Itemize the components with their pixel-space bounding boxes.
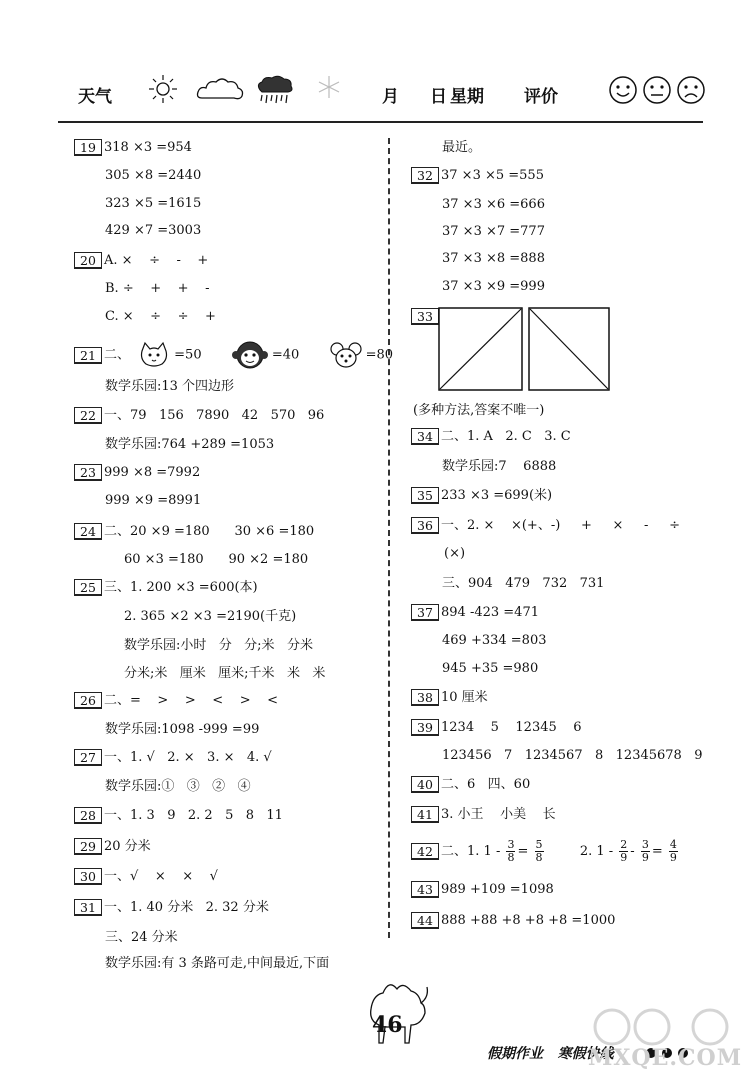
answer-40: 40 二、6 四、60 [411,776,530,794]
watermark-logo [592,1007,742,1047]
answer-line: 数学乐园:7 6888 [442,459,557,474]
answer-line: 37 ×3 ×9 =999 [442,279,545,294]
snow-icon [316,74,342,100]
answer-30: 30 一、√ × × √ [74,868,218,886]
neutral-face-icon [642,75,672,105]
month-label: 月 [382,87,399,107]
answer-37: 37 894 -423 =471 [411,604,539,622]
answer-21: 21 二、 =50 =40 =80 [74,340,393,370]
cat-icon [137,341,171,369]
column-divider [388,138,390,938]
answer-line: 最近。 [442,140,482,155]
answer-43: 43 989 +109 =1098 [411,881,554,899]
answer-33: 33 [411,308,441,326]
monkey-icon [231,340,269,370]
cloud-icon [196,74,244,104]
answer-24: 24 二、20 ×9 =180 30 ×6 =180 [74,523,314,541]
answer-line: 999 ×9 =8991 [105,493,202,508]
answer-35: 35 233 ×3 =699(米) [411,487,552,505]
answer-22: 22 一、79 156 7890 42 570 96 [74,407,324,425]
watermark-text: MXQE.COM [588,1045,743,1071]
square-division-figure [438,307,614,393]
answer-line: 60 ×3 =180 90 ×2 =180 [124,552,309,567]
answer-line: 37 ×3 ×7 =777 [442,224,545,239]
day-label: 日 [430,87,447,107]
page-number: 46 [372,1012,403,1038]
answer-line: C. × ÷ ÷ + [105,309,216,324]
answer-23: 23 999 ×8 =7992 [74,464,200,482]
answer-line: 三、904 479 732 731 [442,576,605,591]
sad-face-icon [676,75,706,105]
fraction: $\frac{2}{9}$ [620,838,628,864]
answer-line: 305 ×8 =2440 [105,168,202,183]
answer-line: 37 ×3 ×6 =666 [442,197,545,212]
answer-44: 44 888 +88 +8 +8 +8 =1000 [411,912,615,930]
answer-34: 34 二、1. A 2. C 3. C [411,428,571,446]
answer-line: 37 ×3 ×8 =888 [442,251,545,266]
answer-note: (多种方法,答案不唯一) [413,403,545,418]
mouse-icon [329,341,363,369]
answer-19: 19 318 ×3 =954 [74,139,192,157]
answer-line: 分米;米 厘米 厘米;千米 米 米 [124,666,326,681]
answer-line: 2. 365 ×2 ×3 =2190(千克) [124,609,297,624]
rain-cloud-icon [256,74,294,108]
answer-line: 三、24 分米 [105,930,178,945]
answer-32: 32 37 ×3 ×5 =555 [411,167,544,185]
page-header [60,70,700,120]
answer-line: 数学乐园:764 +289 =1053 [105,437,275,452]
weekday-label: 星期 [450,87,484,107]
answer-line: 123456 7 1234567 8 12345678 9 [442,748,703,763]
answer-42: 42 二、1. 1 - $\frac{3}{8}$ = $\frac{5}{8}$ 2. 1 - $\frac{2}{9}$ - $\frac{3}{9}$ = $\frac{4}{9}$ [411,839,680,864]
answer-line: 数学乐园:1098 -999 =99 [105,722,260,737]
answer-line: 数学乐园:小时 分 分;米 分米 [124,638,313,653]
series-title: 假期作业 寒假快线 [487,1046,614,1062]
answer-41: 41 3. 小王 小美 长 [411,806,556,824]
answer-line: 数学乐园:① ③ ② ④ [105,779,251,794]
answer-line: 469 +334 =803 [442,633,547,648]
answer-28: 28 一、1. 3 9 2. 2 5 8 11 [74,807,283,825]
answer-line: 429 ×7 =3003 [105,223,202,238]
rating-label: 评价 [524,87,558,107]
answer-line: 数学乐园:有 3 条路可走,中间最近,下面 [105,956,330,971]
answer-line: 945 +35 =980 [442,661,539,676]
answer-25: 25 三、1. 200 ×3 =600(本) [74,579,258,597]
answer-line: (×) [444,546,466,561]
answer-38: 38 10 厘米 [411,689,488,707]
answer-20: 20 A. × ÷ - + [74,252,208,270]
fraction: $\frac{3}{9}$ [641,838,649,864]
fraction: $\frac{5}{8}$ [535,838,543,864]
fraction: $\frac{4}{9}$ [669,838,677,864]
answer-31: 31 一、1. 40 分米 2. 32 分米 [74,899,269,917]
answer-36: 36 一、2. × ×(+、-) + × - ÷ [411,517,680,535]
weather-label: 天气 [78,87,112,107]
fraction: $\frac{3}{8}$ [507,838,515,864]
answer-39: 39 1234 5 12345 6 [411,719,582,737]
question-number: 19 [74,139,102,156]
header-rule [58,121,703,123]
answer-line: 数学乐园:13 个四边形 [105,379,235,394]
smile-face-icon [608,75,638,105]
answer-29: 29 20 分米 [74,838,151,856]
answer-26: 26 二、= > > < > < [74,692,278,710]
sun-icon [148,74,178,104]
answer-27: 27 一、1. √ 2. × 3. × 4. √ [74,749,272,767]
answer-line: 323 ×5 =1615 [105,196,202,211]
answer-line: B. ÷ + + - [105,281,210,296]
